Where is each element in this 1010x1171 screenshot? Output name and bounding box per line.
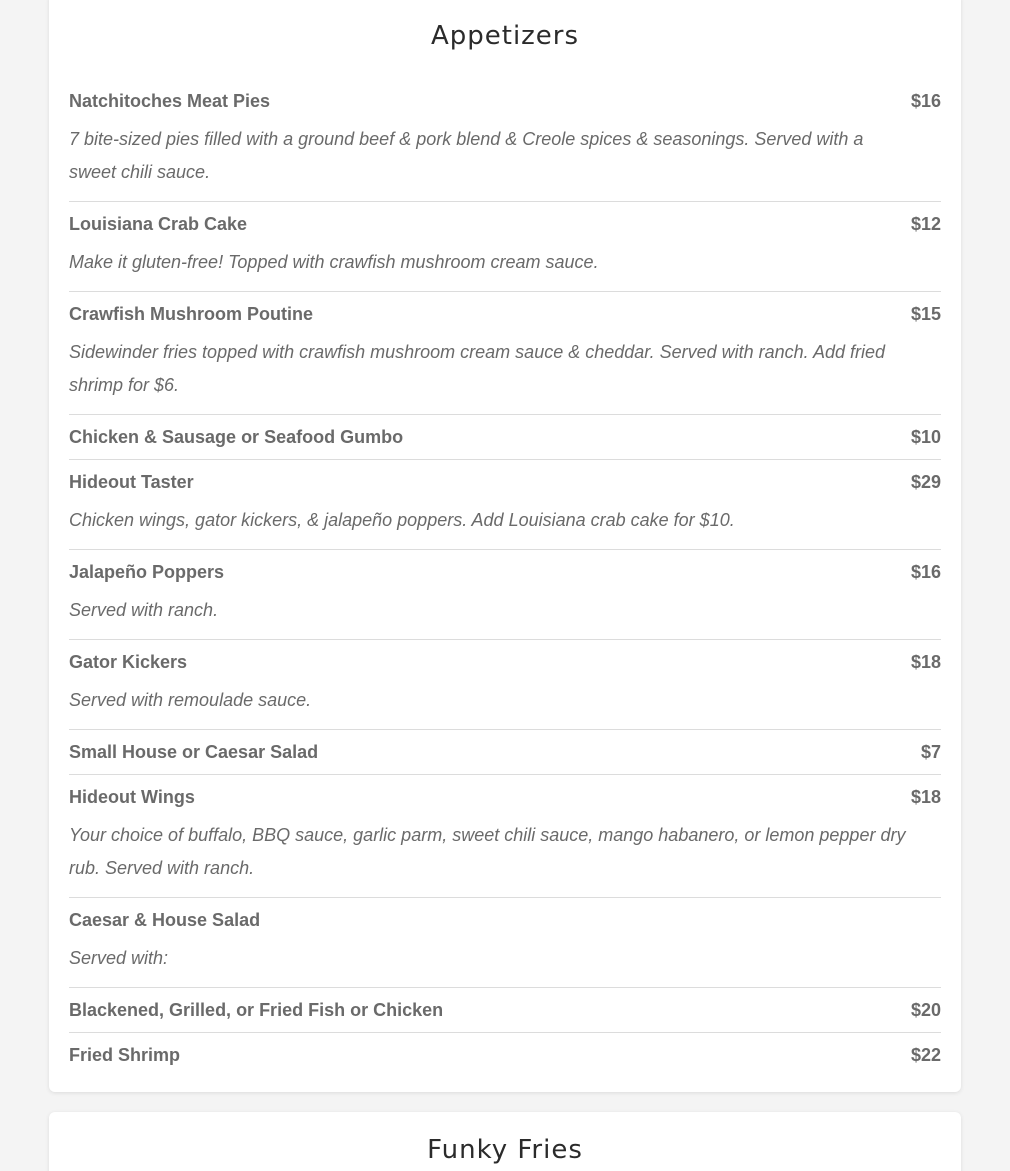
item-price: $18 xyxy=(910,652,941,672)
item-price: $29 xyxy=(910,472,941,492)
item-price: $16 xyxy=(910,91,941,111)
item-name: Hideout Taster xyxy=(69,472,194,492)
item-name: Natchitoches Meat Pies xyxy=(69,91,271,111)
item-name: Jalapeño Poppers xyxy=(69,562,225,582)
item-name: Fried Shrimp xyxy=(69,1045,181,1065)
item-name: Caesar & House Salad xyxy=(69,910,261,930)
item-name: Small House or Caesar Salad xyxy=(69,742,319,762)
item-name: Chicken & Sausage or Seafood Gumbo xyxy=(69,427,404,447)
item-price: $20 xyxy=(910,1000,941,1020)
appetizers-menu-list xyxy=(69,81,941,1077)
item-price: $16 xyxy=(910,562,941,582)
section-title-appetizers: Appetizers xyxy=(430,21,580,51)
item-price: $22 xyxy=(910,1045,941,1065)
menu-item xyxy=(69,1033,941,1077)
item-description: Your choice of buffalo, BBQ sauce, garlic parm, sweet chili sauce, mango habanero, or lemon pepper dry rub. Served with ranch. xyxy=(69,825,906,878)
item-description: Chicken wings, gator kickers, & jalapeño poppers. Add Louisiana crab cake for $10. xyxy=(69,510,735,530)
menu-item xyxy=(69,898,941,988)
menu-item xyxy=(69,640,941,730)
item-description: Make it gluten-free! Topped with crawfish mushroom cream sauce. xyxy=(69,252,599,272)
menu-item xyxy=(69,730,941,775)
item-price: $10 xyxy=(910,427,941,447)
item-name: Gator Kickers xyxy=(69,652,188,672)
item-description: Served with ranch. xyxy=(69,600,219,620)
menu-item xyxy=(69,81,941,202)
item-description: Served with: xyxy=(69,948,169,968)
menu-item xyxy=(69,988,941,1033)
item-price: $15 xyxy=(910,304,941,324)
menu-item xyxy=(69,415,941,460)
section-title-funky-fries: Funky Fries xyxy=(427,1135,583,1165)
menu-item xyxy=(69,292,941,415)
item-description: Sidewinder fries topped with crawfish mushroom cream sauce & cheddar. Served with ranch. Add fried shrimp for $6. xyxy=(69,342,886,395)
item-price: $12 xyxy=(910,214,941,234)
item-description: Served with remoulade sauce. xyxy=(69,690,312,710)
menu-item xyxy=(69,202,941,292)
appetizers-section xyxy=(49,0,961,1092)
item-name: Louisiana Crab Cake xyxy=(69,214,248,234)
item-name: Crawfish Mushroom Poutine xyxy=(69,304,314,324)
menu-item xyxy=(69,775,941,898)
item-description: 7 bite-sized pies filled with a ground beef & pork blend & Creole spices & seasonings. Served with a sweet chili sauce. xyxy=(69,129,864,182)
menu-item xyxy=(69,550,941,640)
item-price: $7 xyxy=(920,742,941,762)
item-name: Hideout Wings xyxy=(69,787,195,807)
item-name: Blackened, Grilled, or Fried Fish or Chicken xyxy=(69,1000,444,1020)
menu-item xyxy=(69,460,941,550)
funky-fries-section xyxy=(49,1112,961,1171)
item-price: $18 xyxy=(910,787,941,807)
